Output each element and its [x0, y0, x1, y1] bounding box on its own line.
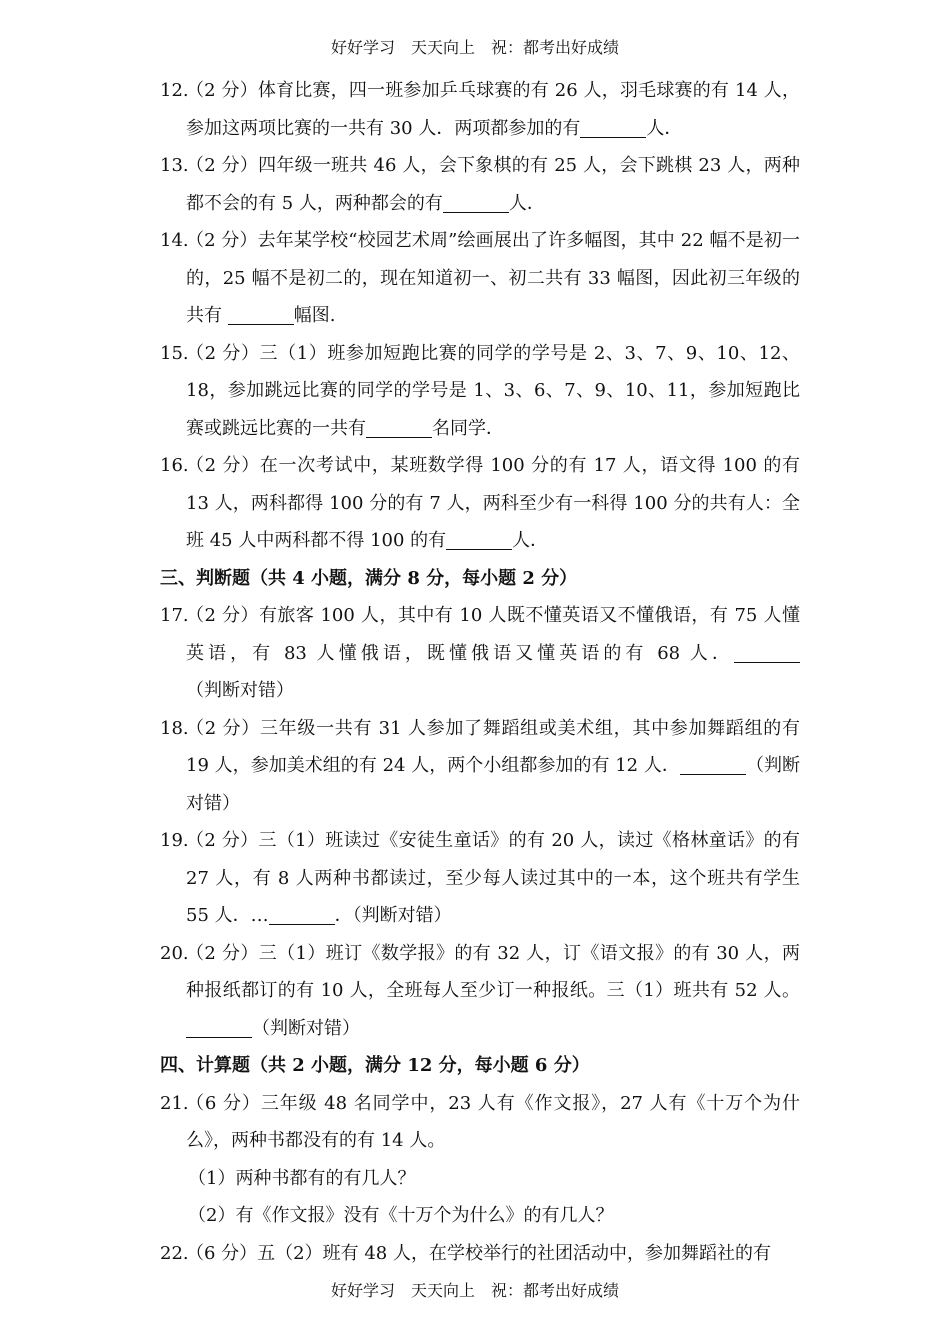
question-text: （2 分）三（1）班参加短跑比赛的同学的学号是 2、3、7、9、10、12、18，参加跳远比赛的同学的学号是 1、3、6、7、9、10、11，参加短跑比赛或跳远比赛的一共有	[186, 342, 800, 439]
question-22	[160, 1235, 800, 1273]
page-footer: 好好学习 天天向上 祝：都考出好成绩	[330, 1281, 619, 1300]
section-heading-judge: 三、判断题（共 4 小题，满分 8 分，每小题 2 分）	[160, 567, 578, 589]
question-number: 20.	[160, 942, 189, 964]
question-19	[160, 822, 800, 935]
question-text: （2 分）在一次考试中，某班数学得 100 分的有 17 人，语文得 100 的有 13 人，两科都得 100 分的有 7 人，两科至少有一科得 100 分的共有人：全班 45 人中两科都不得 100 的有	[186, 455, 800, 551]
question-text-end: （判断对错）	[186, 755, 801, 814]
question-13	[160, 147, 800, 222]
question-number: 13.	[160, 155, 189, 176]
question-text-end: （判断对错）	[252, 1017, 360, 1039]
sub-question-21-2: （2）有《作文报》没有《十万个为什么》的有几人？	[188, 1205, 614, 1226]
answer-blank[interactable]	[734, 642, 800, 663]
answer-blank[interactable]	[228, 304, 294, 325]
question-number: 22.	[160, 1242, 189, 1264]
question-14	[160, 222, 800, 335]
question-text: （6 分）五（2）班有 48 人，在学校举行的社团活动中，参加舞蹈社的有	[186, 1242, 771, 1264]
question-number: 19.	[160, 830, 189, 851]
question-text: （2 分）三（1）班订《数学报》的有 32 人，订《语文报》的有 30 人，两种报纸都订的有 10 人，全班每人至少订一种报纸。三（1）班共有 52 人。	[186, 942, 800, 1001]
question-number: 18.	[160, 717, 189, 739]
question-number: 15.	[160, 342, 189, 364]
question-number: 14.	[160, 230, 189, 251]
question-text: （6 分）三年级 48 名同学中，23 人有《作文报》，27 人有《十万个为什么》，两种书都没有的有 14 人。	[186, 1092, 800, 1151]
question-20	[160, 935, 800, 1048]
question-text: （2 分）有旅客 100 人，其中有 10 人既不懂英语又不懂俄语，有 75 人懂英语，有 83 人懂俄语，既懂俄语又懂英语的有 68 人．	[186, 605, 800, 664]
answer-blank[interactable]	[446, 529, 512, 550]
answer-blank[interactable]	[366, 417, 432, 438]
question-21	[160, 1085, 800, 1160]
answer-blank[interactable]	[186, 1017, 252, 1038]
page-header: 好好学习 天天向上 祝：都考出好成绩	[330, 38, 619, 57]
question-number: 17.	[160, 605, 189, 626]
answer-blank[interactable]	[443, 192, 509, 213]
question-number: 16.	[160, 455, 189, 476]
question-number: 21.	[160, 1092, 189, 1114]
question-text: （2 分）去年某学校“校园艺术周”绘画展出了许多幅图，其中 22 幅不是初一的，25 幅不是初二的，现在知道初一、初二共有 33 幅图，因此初三年级的共有	[186, 230, 800, 326]
question-text-end: 人．	[646, 117, 683, 139]
question-18	[160, 710, 800, 823]
question-text-end: ．（判断对错）	[334, 905, 452, 926]
question-text: （2 分）三（1）班读过《安徒生童话》的有 20 人，读过《格林童话》的有 27 人，有 8 人两种书都读过，至少每人读过其中的一本，这个班共有学生 55 人．…	[186, 830, 800, 926]
question-text: （2 分）三年级一共有 31 人参加了舞蹈组或美术组，其中参加舞蹈组的有 19 人，参加美术组的有 24 人，两个小组都参加的有 12 人．	[186, 717, 800, 776]
question-text-end: （判断对错）	[186, 680, 294, 701]
answer-blank[interactable]	[269, 904, 335, 925]
document-body	[160, 72, 800, 1272]
sub-question-21-1: （1）两种书都有的有几人？	[188, 1167, 416, 1189]
question-text: （2 分）四年级一班共 46 人，会下象棋的有 25 人，会下跳棋 23 人，两种都不会的有 5 人，两种都会的有	[186, 155, 800, 214]
question-text-end: 幅图.	[293, 305, 336, 326]
question-number: 12.	[160, 80, 189, 101]
question-text-end: 名同学．	[432, 417, 504, 439]
answer-blank[interactable]	[580, 117, 646, 138]
question-15	[160, 335, 800, 448]
question-text-end: 人．	[512, 530, 549, 551]
section-heading-calc: 四、计算题（共 2 小题，满分 12 分，每小题 6 分）	[160, 1055, 590, 1076]
question-17	[160, 597, 800, 710]
answer-blank[interactable]	[680, 754, 746, 775]
question-text-end: 人．	[508, 192, 545, 214]
question-text: （2 分）体育比赛，四一班参加乒乓球赛的有 26 人，羽毛球赛的有 14 人，参加这两项比赛的一共有 30 人．两项都参加的有	[186, 80, 800, 139]
question-12	[160, 72, 800, 147]
question-16	[160, 447, 800, 560]
